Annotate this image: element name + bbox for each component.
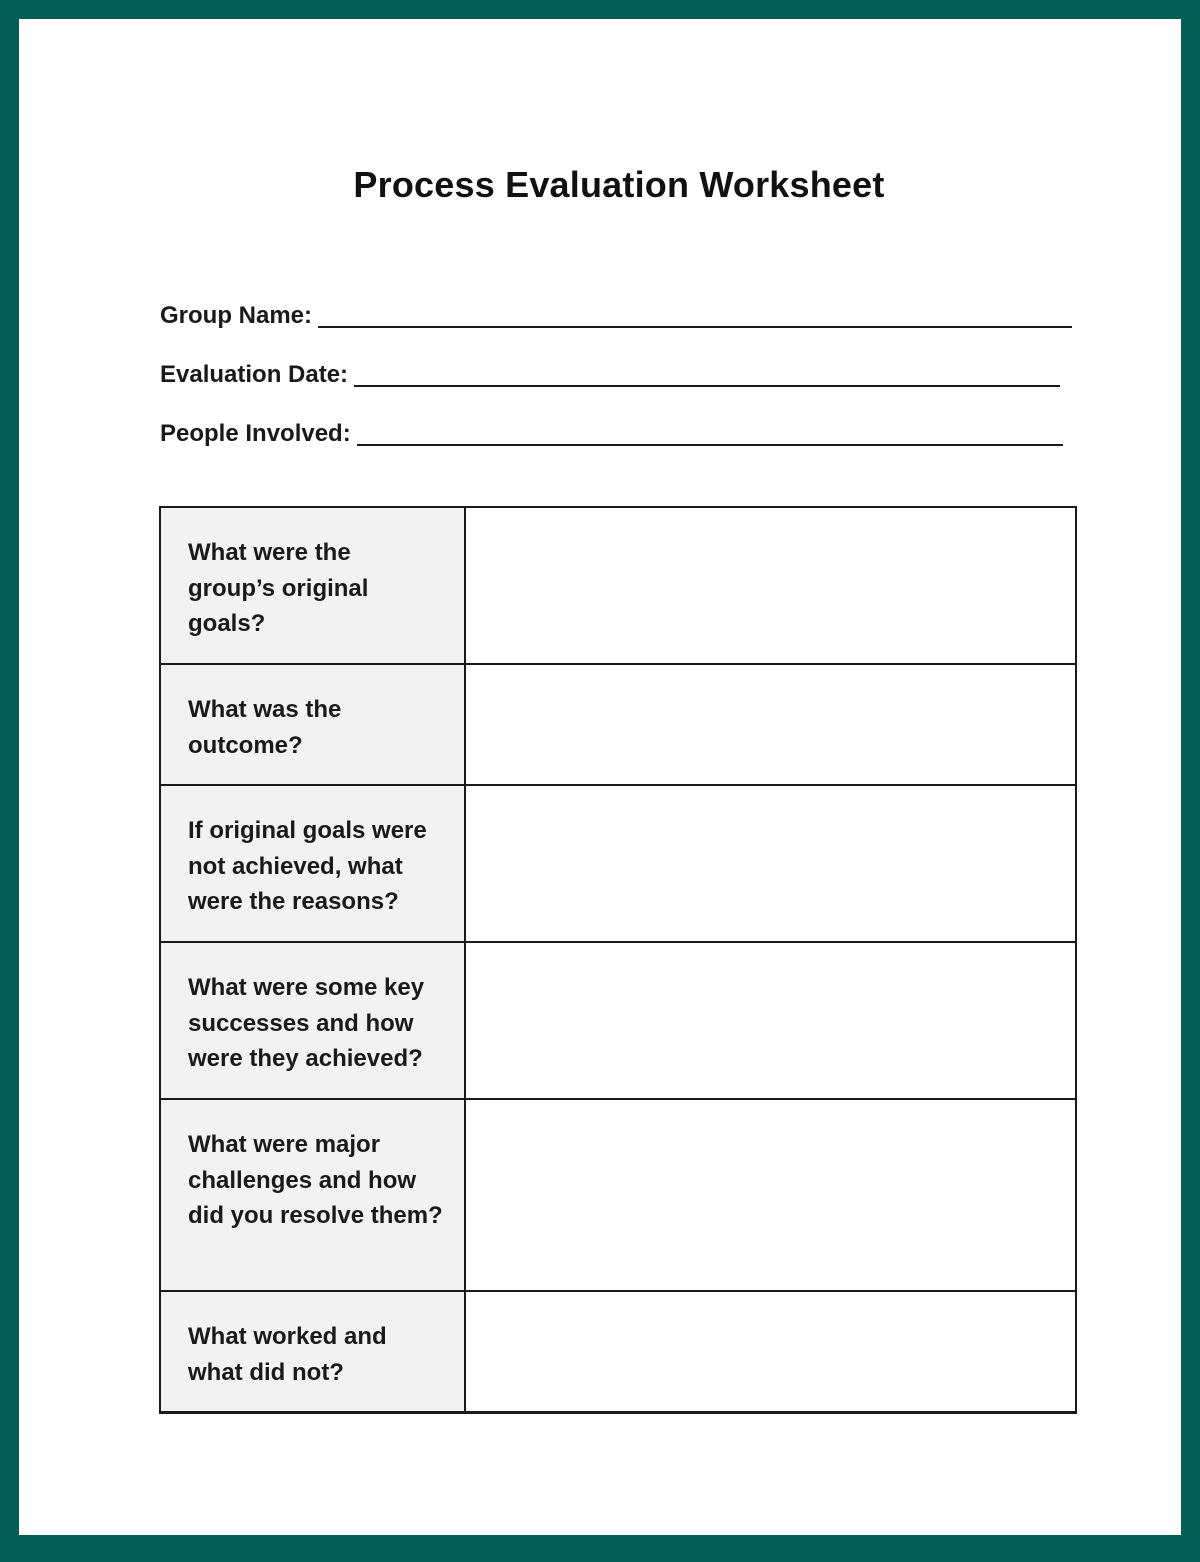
question-outcome: What was the outcome? [160, 664, 465, 785]
answer-original-goals[interactable] [465, 507, 1076, 664]
group-name-label: Group Name: [160, 302, 313, 329]
table-row-reasons [160, 785, 1076, 942]
worksheet-title: Process Evaluation Worksheet [353, 164, 885, 205]
question-worked: What worked and what did not? [160, 1291, 465, 1413]
people-involved-line[interactable] [357, 444, 1063, 446]
table-row-worked [160, 1291, 1076, 1413]
evaluation-date-field[interactable] [160, 353, 1060, 389]
table-row-original-goals [160, 507, 1076, 664]
group-name-field[interactable] [160, 294, 1072, 330]
table-row-challenges [160, 1099, 1076, 1291]
answer-challenges[interactable] [465, 1099, 1076, 1291]
group-name-line[interactable] [318, 326, 1072, 328]
table-row-outcome [160, 664, 1076, 785]
table-row-successes [160, 942, 1076, 1099]
people-involved-field[interactable] [160, 412, 1063, 448]
question-reasons: If original goals were not achieved, what were the reasons? [160, 785, 465, 942]
question-challenges: What were major challenges and how did you resolve them? [160, 1099, 465, 1291]
evaluation-date-label: Evaluation Date: [160, 361, 349, 388]
evaluation-date-line[interactable] [354, 385, 1060, 387]
answer-worked[interactable] [465, 1291, 1076, 1413]
answer-reasons[interactable] [465, 785, 1076, 942]
people-involved-label: People Involved: [160, 420, 351, 447]
question-successes: What were some key successes and how were they achieved? [160, 942, 465, 1099]
evaluation-table [159, 506, 1077, 1414]
question-original-goals: What were the group’s original goals? [160, 507, 465, 664]
answer-outcome[interactable] [465, 664, 1076, 785]
answer-successes[interactable] [465, 942, 1076, 1099]
